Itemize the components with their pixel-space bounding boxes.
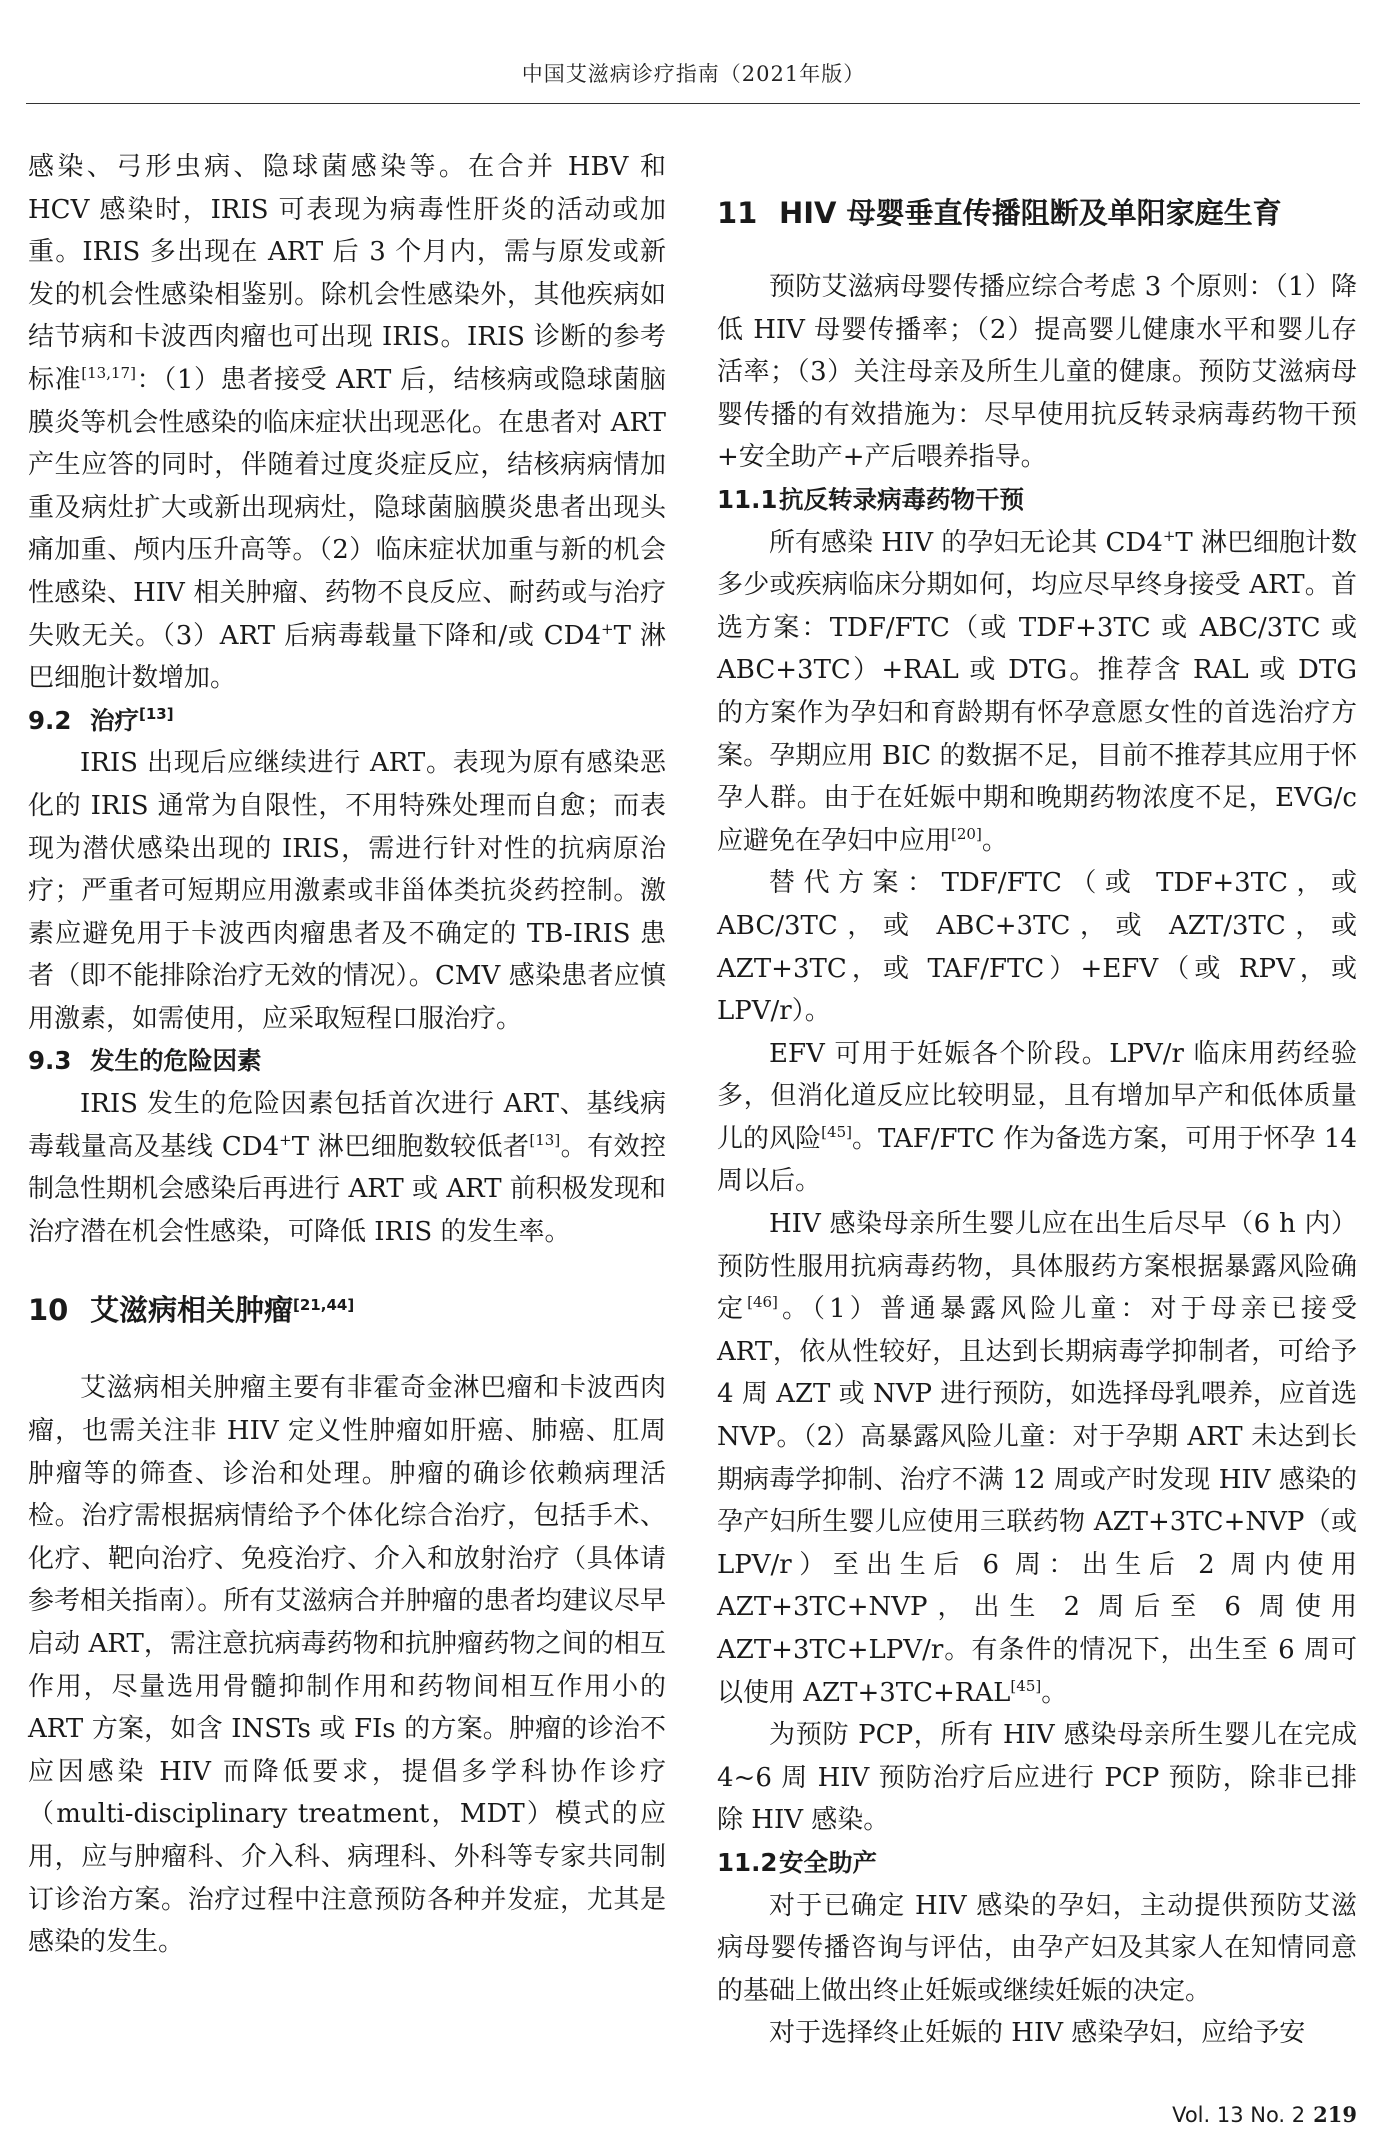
paragraph-iris-treatment: IRIS 出现后应继续进行 ART。表现为原有感染恶化的 IRIS 通常为自限性，不用特殊处理而自愈；而表现为潜伏感染出现的 IRIS，需进行针对性的抗病原治疗；严重者可短期应用激素或非甾体类抗炎药控制。激素应避免用于卡波西肉瘤患者及不确定的 TB-IRIS 患者（即不能排除治疗无效的情况）。CMV 感染患者应慎用激素，如需使用，应采取短程口服治疗。: [28, 748, 666, 1034]
volume-info: Vol. 13 No. 2: [1172, 2103, 1306, 2127]
page-footer: [1172, 2102, 1357, 2127]
section-heading-9-3: 9.3 发生的危险因素: [28, 1046, 262, 1076]
citation: [45]: [1010, 1676, 1042, 1695]
page-number: 219: [1313, 2102, 1357, 2127]
section-heading-11-2: 11.2安全助产: [717, 1847, 877, 1877]
paragraph-pcp-prevention: 为预防 PCP，所有 HIV 感染母亲所生婴儿在完成 4~6 周 HIV 预防治疗后应进行 PCP 预防，除非已排除 HIV 感染。: [717, 1720, 1357, 1836]
left-column: [28, 146, 666, 1964]
citation: [13]: [139, 704, 174, 723]
paragraph-safe-delivery: 对于已确定 HIV 感染的孕妇，主动提供预防艾滋病母婴传播咨询与评估，由孕产妇及其家人在知情同意的基础上做出终止妊娠或继续妊娠的决定。: [717, 1890, 1357, 2006]
paragraph-efv-usage: EFV 可用于妊娠各个阶段。LPV/r 临床用药经验多，但消化道反应比较明显，且有增加早产和低体质量儿的风险[45]。TAF/FTC 作为备选方案，可用于怀孕 14 周以后。: [717, 1038, 1357, 1197]
section-heading-10: 10 艾滋病相关肿瘤[21,44]: [28, 1293, 355, 1328]
paragraph-termination: 对于选择终止妊娠的 HIV 感染孕妇，应给予安: [769, 2018, 1306, 2049]
citation: [20]: [951, 824, 982, 843]
paragraph-iris-criteria: 感染、弓形虫病、隐球菌感染等。在合并 HBV 和 HCV 感染时，IRIS 可表现为病毒性肝炎的活动或加重。IRIS 多出现在 ART 后 3 个月内，需与原发或新发的机会性感染相鉴别。除机会性感染外，其他疾病如结节病和卡波西肉瘤也可出现 IRIS。IRIS 诊断的参考标准[13,17]：（1）患者接受 ART 后，结核病或隐球菌脑膜炎等机会性感染的临床症状出现恶化。在患者对 ART 产生应答的同时，伴随着过度炎症反应，结核病病情加重及病灶扩大或新出现病灶，隐球菌脑膜炎患者出现头痛加重、颅内压升高等。（2）临床症状加重与新的机会性感染、HIV 相关肿瘤、药物不良反应、耐药或与治疗失败无关。（3）ART 后病毒载量下降和/或 CD4+T 淋巴细胞计数增加。: [28, 152, 666, 694]
paragraph-infant-prophylaxis: HIV 感染母亲所生婴儿应在出生后尽早（6 h 内）预防性服用抗病毒药物，具体服药方案根据暴露风险确定[46]。（1）普通暴露风险儿童：对于母亲已接受 ART，依从性较好，且达到长期病毒学抑制者，可给予 4 周 AZT 或 NVP 进行预防，如选择母乳喂养，应首选 NVP。（2）高暴露风险儿童：对于孕期 ART 未达到长期病毒学抑制、治疗不满 12 周或产时发现 HIV 感染的孕产妇所生婴儿应使用三联药物 AZT+3TC+NVP（或 LPV/r）至出生后 6 周：出生后 2 周内使用 AZT+3TC+NVP，出生 2 周后至 6 周使用 AZT+3TC+LPV/r。有条件的情况下，出生至 6 周可以使用 AZT+3TC+RAL[45]。: [717, 1209, 1357, 1708]
citation: [21,44]: [293, 1296, 355, 1315]
paragraph-pmtct-principles: 预防艾滋病母婴传播应综合考虑 3 个原则：（1）降低 HIV 母婴传播率；（2）提高婴儿健康水平和婴儿存活率；（3）关注母亲及所生儿童的健康。预防艾滋病母婴传播的有效措施为：尽早使用抗反转录病毒药物干预+安全助产+产后喂养指导。: [717, 272, 1357, 473]
section-heading-9-2: 9.2 治疗[13]: [28, 704, 174, 735]
citation: [13,17]: [81, 363, 136, 382]
paragraph-aids-tumors: 艾滋病相关肿瘤主要有非霍奇金淋巴瘤和卡波西肉瘤，也需关注非 HIV 定义性肿瘤如肝癌、肺癌、肛周肿瘤等的筛查、诊治和处理。肿瘤的确诊依赖病理活检。治疗需根据病情给予个体化综合治疗，包括手术、化疗、靶向治疗、免疫治疗、介入和放射治疗（具体请参考相关指南）。所有艾滋病合并肿瘤的患者均建议尽早启动 ART，需注意抗病毒药物和抗肿瘤药物之间的相互作用，尽量选用骨髓抑制作用和药物间相互作用小的 ART 方案，如含 INSTs 或 FIs 的方案。肿瘤的诊治不应因感染 HIV 而降低要求，提倡多学科协作诊疗（multi-disciplinary treatment，MDT）模式的应用，应与肿瘤科、介入科、病理科、外科等专家共同制订诊治方案。治疗过程中注意预防各种并发症，尤其是感染的发生。: [28, 1373, 666, 1958]
citation: [45]: [821, 1122, 852, 1141]
citation: [46]: [747, 1293, 778, 1312]
header-divider: [26, 103, 1360, 104]
citation: [13]: [529, 1130, 561, 1149]
paragraph-preferred-regimen: 所有感染 HIV 的孕妇无论其 CD4+T 淋巴细胞计数多少或疾病临床分期如何，均应尽早终身接受 ART。首选方案：TDF/FTC（或 TDF+3TC 或 ABC/3TC 或 ABC+3TC）+RAL 或 DTG。推荐含 RAL 或 DTG 的方案作为孕妇和育龄期有怀孕意愿女性的首选治疗方案。孕期应用 BIC 的数据不足，目前不推荐其应用于怀孕人群。由于在妊娠中期和晚期药物浓度不足，EVG/c 应避免在孕妇中应用[20]。: [717, 526, 1358, 856]
running-header: 中国艾滋病诊疗指南（2021年版）: [521, 62, 866, 86]
section-heading-11-1: 11.1抗反转录病毒药物干预: [717, 484, 1024, 514]
section-heading-11: 11 HIV 母婴垂直传播阻断及单阳家庭生育: [717, 196, 1282, 230]
paragraph-iris-risk-factors: IRIS 发生的危险因素包括首次进行 ART、基线病毒载量高及基线 CD4+T 淋巴细胞数较低者[13]。有效控制急性期机会感染后再进行 ART 或 ART 前积极发现和治疗潜在机会性感染，可降低 IRIS 的发生率。: [28, 1089, 667, 1247]
right-column: [717, 190, 1357, 2055]
paragraph-alternative-regimen: 替代方案：TDF/FTC（或 TDF+3TC，或 ABC/3TC，或 ABC+3TC，或 AZT/3TC，或 AZT+3TC，或 TAF/FTC）+EFV（或 RPV，或 LPV/r）。: [717, 868, 1357, 1027]
